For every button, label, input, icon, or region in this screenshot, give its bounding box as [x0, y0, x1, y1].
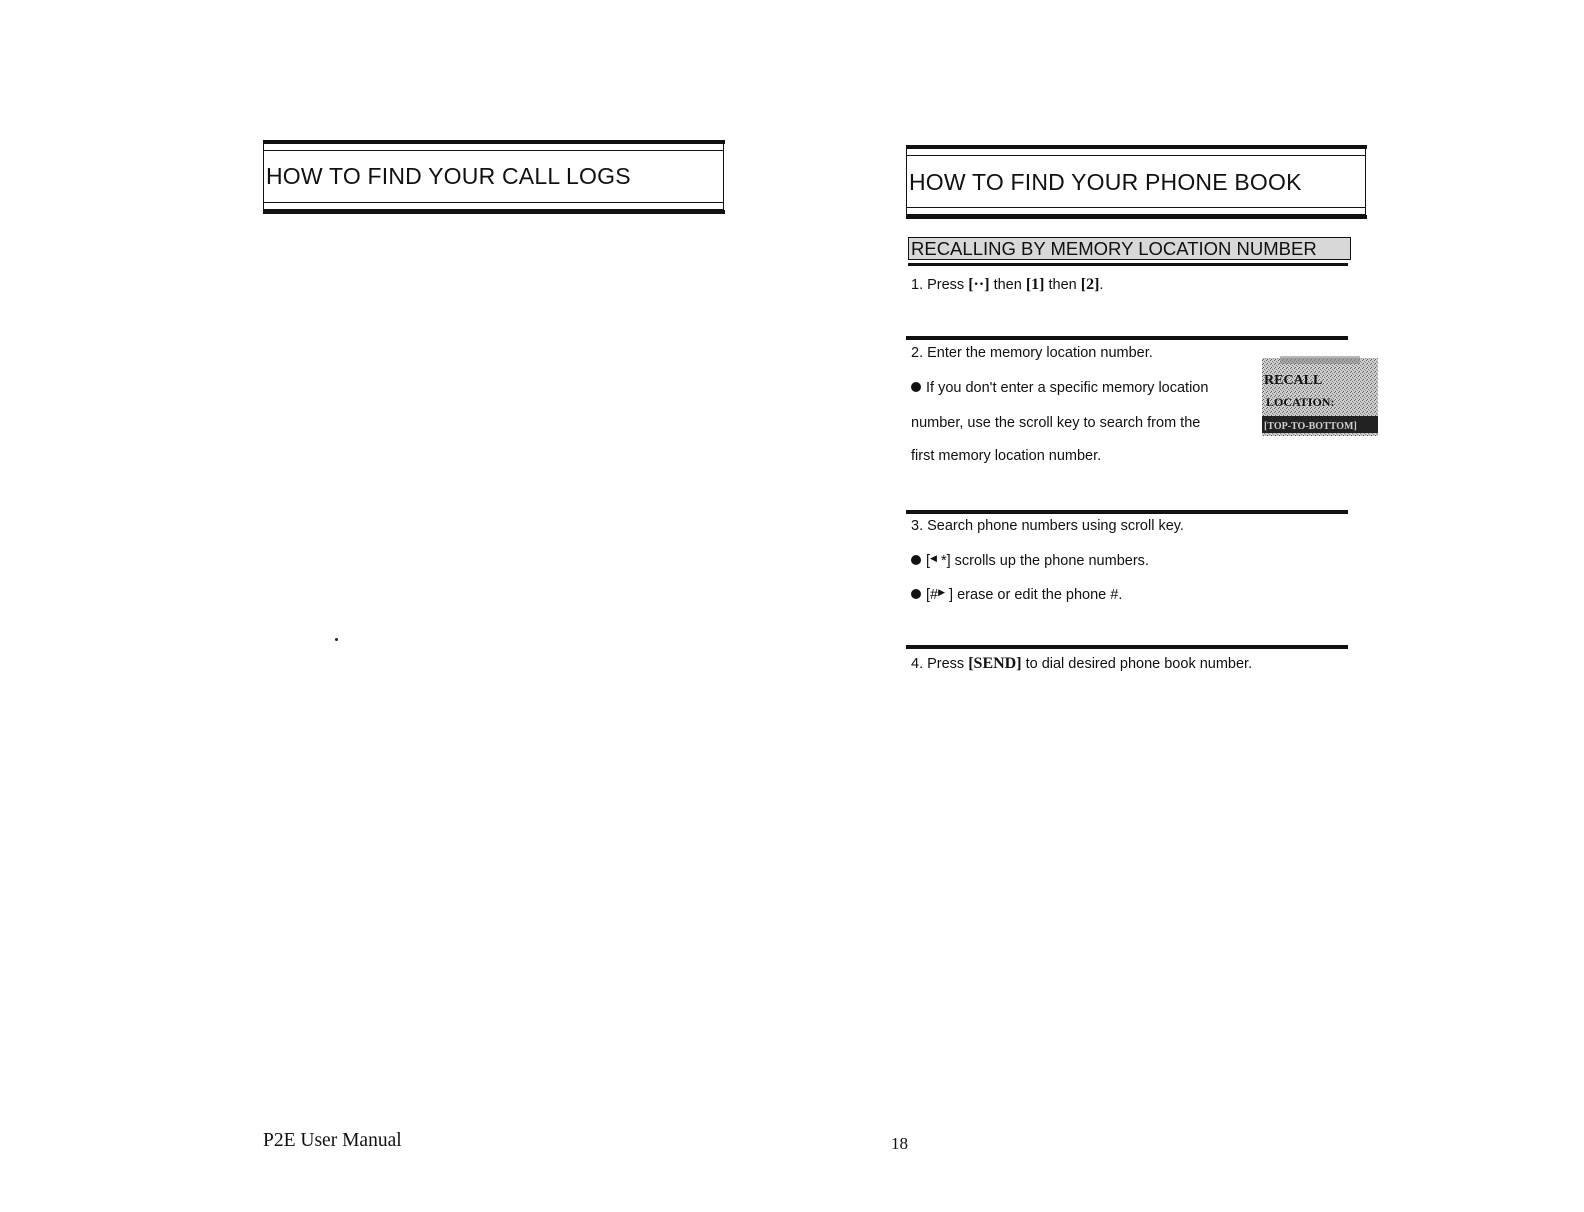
bullet-text: [ [926, 553, 931, 569]
right-heading-box [906, 148, 1366, 215]
step-4-text: 4. Press [911, 656, 969, 672]
screen-line-3: [TOP-TO-BOTTOM] [1264, 421, 1357, 432]
left-heading-box [263, 143, 724, 210]
step-1-text: then [989, 277, 1026, 293]
heading-top-bar [906, 145, 1367, 149]
key-2: [2] [1080, 276, 1100, 293]
step-3-bullet-1 [911, 553, 1149, 569]
step-4 [911, 655, 1252, 673]
scan-speck [335, 638, 338, 641]
bullet-icon [911, 382, 921, 392]
bullet-text: scrolls up the phone numbers. [950, 553, 1149, 569]
step-3-bullet-2 [911, 587, 1122, 603]
bullet-text: erase or edit the phone #. [953, 587, 1123, 603]
step-2-bullet [911, 380, 1208, 396]
step-1-text: 1. Press [911, 277, 969, 293]
menu-key: [··] [968, 276, 990, 293]
step-divider [906, 336, 1348, 340]
heading-top-rule [907, 155, 1365, 156]
step-4-text: to dial desired phone book number. [1021, 656, 1253, 672]
send-key: [SEND] [968, 655, 1022, 672]
step-1-text: . [1099, 277, 1104, 293]
step-1-text: then [1044, 277, 1081, 293]
heading-bottom-bar [906, 215, 1367, 219]
step-2-bullet-cont: number, use the scroll key to search from the [911, 415, 1201, 431]
step-3: 3. Search phone numbers using scroll key. [911, 518, 1184, 534]
heading-bottom-rule [907, 207, 1365, 208]
key-1: [1] [1025, 276, 1045, 293]
screen-noise [1280, 356, 1360, 364]
subheading-text: RECALLING BY MEMORY LOCATION NUMBER [911, 238, 1317, 259]
step-2: 2. Enter the memory location number. [911, 345, 1153, 361]
step-divider [906, 510, 1348, 514]
bullet-icon [911, 589, 921, 599]
heading-top-bar [263, 140, 725, 144]
section-subheading [908, 237, 1351, 260]
heading-top-rule [264, 150, 723, 151]
right-page-title: HOW TO FIND YOUR PHONE BOOK [909, 169, 1302, 195]
step-divider [906, 645, 1348, 649]
right-arrow-icon: ▶ [938, 587, 946, 597]
bullet-text: *] [936, 553, 951, 569]
bullet-icon [911, 555, 921, 565]
subheading-rule [908, 263, 1348, 266]
page-number: 18 [891, 1134, 908, 1153]
bullet-text: ] [945, 587, 954, 603]
bullet-text: If you don't enter a specific memory location [926, 380, 1209, 396]
phone-screen-illustration [1262, 356, 1378, 438]
left-arrow-icon: ◀ [930, 553, 937, 563]
screen-line-2: LOCATION: [1266, 395, 1335, 409]
step-2-bullet-cont: first memory location number. [911, 448, 1102, 464]
screen-line-1: RECALL [1264, 373, 1323, 388]
bullet-text: [# [926, 587, 939, 603]
manual-title: P2E User Manual [263, 1130, 402, 1151]
step-1 [911, 276, 1103, 294]
heading-bottom-rule [264, 202, 723, 203]
left-page-title: HOW TO FIND YOUR CALL LOGS [266, 163, 631, 189]
heading-bottom-bar [263, 210, 725, 214]
